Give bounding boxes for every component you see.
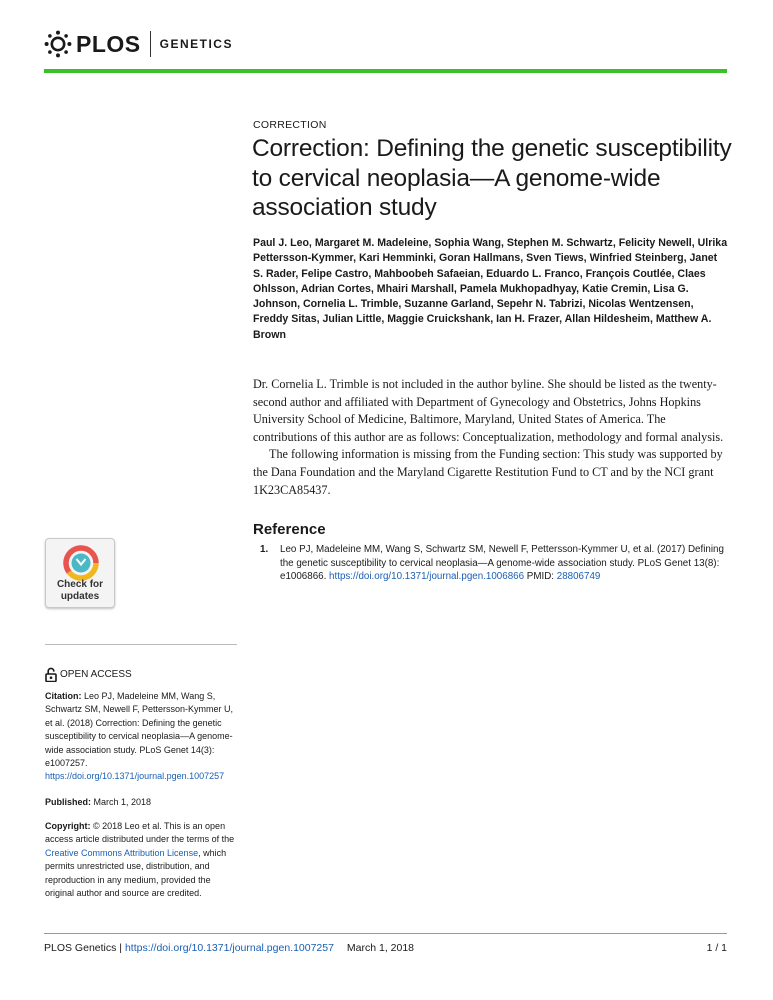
plos-logo[interactable] bbox=[44, 30, 233, 58]
plos-wordmark: PLOS bbox=[76, 30, 141, 57]
published-label: Published: bbox=[45, 797, 92, 807]
footer-doi-link[interactable]: https://doi.org/10.1371/journal.pgen.1007257 bbox=[124, 942, 334, 954]
footer-info bbox=[44, 942, 414, 954]
citation-label: Citation: bbox=[45, 691, 82, 701]
reference-pmid-label: PMID: bbox=[526, 571, 555, 583]
footer-rule bbox=[44, 933, 727, 934]
plos-sun-icon bbox=[44, 30, 72, 58]
reference-doi-link[interactable]: https://doi.org/10.1371/journal.pgen.1006866 bbox=[329, 571, 525, 583]
badge-label bbox=[46, 579, 114, 602]
copyright-text-end: , which permits unrestricted use, distribution, and reproduction in any medium, provided the original author and source are credited. bbox=[45, 847, 227, 899]
body-paragraph: The following information is missing from the Funding section: This study was supported by the Dana Foundation and the Maryland Cigarette Restitution Fund to CT and by the NCI grant 1K23CA85437. bbox=[253, 447, 723, 497]
reference-item bbox=[253, 543, 728, 584]
open-access-label bbox=[45, 667, 132, 682]
author-list: Paul J. Leo, Margaret M. Madeleine, Sophia Wang, Stephen M. Schwartz, Felicity Newell, Ulrika Pettersson-Kymmer, Kari Hemminki, Goran Hallmans, Sven Tiews, Winfried Steinberg, Janet S. Rader, Felipe Castro, Mahboobeh Safaeian, Eduardo L. Franco, François Coutlée, Claes Ohlsson, Adrian Cortes, Mhairi Marshall, Pamela Mukhopadhyay, Katie Cremin, Lisa G. Johnson, Cornelia L. Trimble, Suzanne Garland, Sepehr N. Tabrizi, Nicolas Wentzensen, Freddy Sitas, Julian Little, Maggie Cruickshank, Ian H. Frazer, Allan Hildesheim, Matthew A. Brown bbox=[253, 237, 728, 341]
article-type: CORRECTION bbox=[253, 119, 327, 131]
citation-block bbox=[45, 690, 240, 784]
logo-divider bbox=[150, 31, 151, 57]
references-heading: Reference bbox=[253, 521, 326, 538]
sidebar-divider bbox=[45, 644, 237, 645]
badge-line: Check for bbox=[56, 579, 104, 590]
footer-journal: PLOS Genetics bbox=[44, 942, 117, 954]
check-updates-icon bbox=[63, 545, 99, 581]
reference-list bbox=[253, 543, 728, 584]
published-block bbox=[45, 796, 240, 809]
open-access-text: OPEN ACCESS bbox=[60, 669, 132, 680]
open-lock-icon bbox=[45, 667, 57, 682]
header-rule bbox=[44, 69, 727, 73]
footer-separator: | bbox=[119, 942, 123, 954]
citation-doi-link[interactable]: https://doi.org/10.1371/journal.pgen.1007257 bbox=[45, 771, 225, 782]
copyright-block bbox=[45, 820, 240, 900]
check-for-updates-badge[interactable] bbox=[45, 538, 115, 608]
page-number: 1 / 1 bbox=[706, 942, 727, 954]
citation-text: Leo PJ, Madeleine MM, Wang S, Schwartz SM, Newell F, Pettersson-Kymmer U, et al. (2018) Correction: Defining the genetic susceptibility to cervical neoplasia—A genome-wide association study. PLoS Genet 14(3): e1007257. bbox=[45, 691, 234, 769]
journal-header bbox=[44, 30, 734, 70]
copyright-text: © 2018 Leo et al. This is an open access article distributed under the terms of the bbox=[45, 821, 235, 845]
reference-citation: Leo PJ, Madeleine MM, Wang S, Schwartz SM, Newell F, Pettersson-Kymmer U, et al. (2017) Defining the genetic susceptibility to cervical neoplasia—A genome-wide association study. PLoS Genet 13(8): e1006866. bbox=[280, 544, 724, 583]
published-date: March 1, 2018 bbox=[93, 797, 152, 807]
article-body bbox=[253, 376, 728, 499]
reference-text bbox=[280, 543, 728, 584]
body-paragraph: Dr. Cornelia L. Trimble is not included in the author byline. She should be listed as the twenty-second author and affiliated with Department of Gynecology and Obstetrics, Johns Hopkins University School of Medicine, Baltimore, Maryland, United States of America. The contributions of this author are as follows: Conceptualization, methodology and formal analysis. bbox=[253, 377, 724, 444]
license-link[interactable]: Creative Commons Attribution License bbox=[45, 847, 199, 858]
reference-number: 1. bbox=[260, 544, 269, 555]
footer-date: March 1, 2018 bbox=[346, 942, 415, 954]
copyright-label: Copyright: bbox=[45, 821, 91, 831]
badge-line: updates bbox=[60, 590, 100, 602]
reference-pmid-link[interactable]: 28806749 bbox=[556, 571, 601, 583]
article-title: Correction: Defining the genetic susceptibility to cervical neoplasia—A genome-wide association study bbox=[252, 135, 732, 221]
journal-name: GENETICS bbox=[159, 37, 233, 51]
